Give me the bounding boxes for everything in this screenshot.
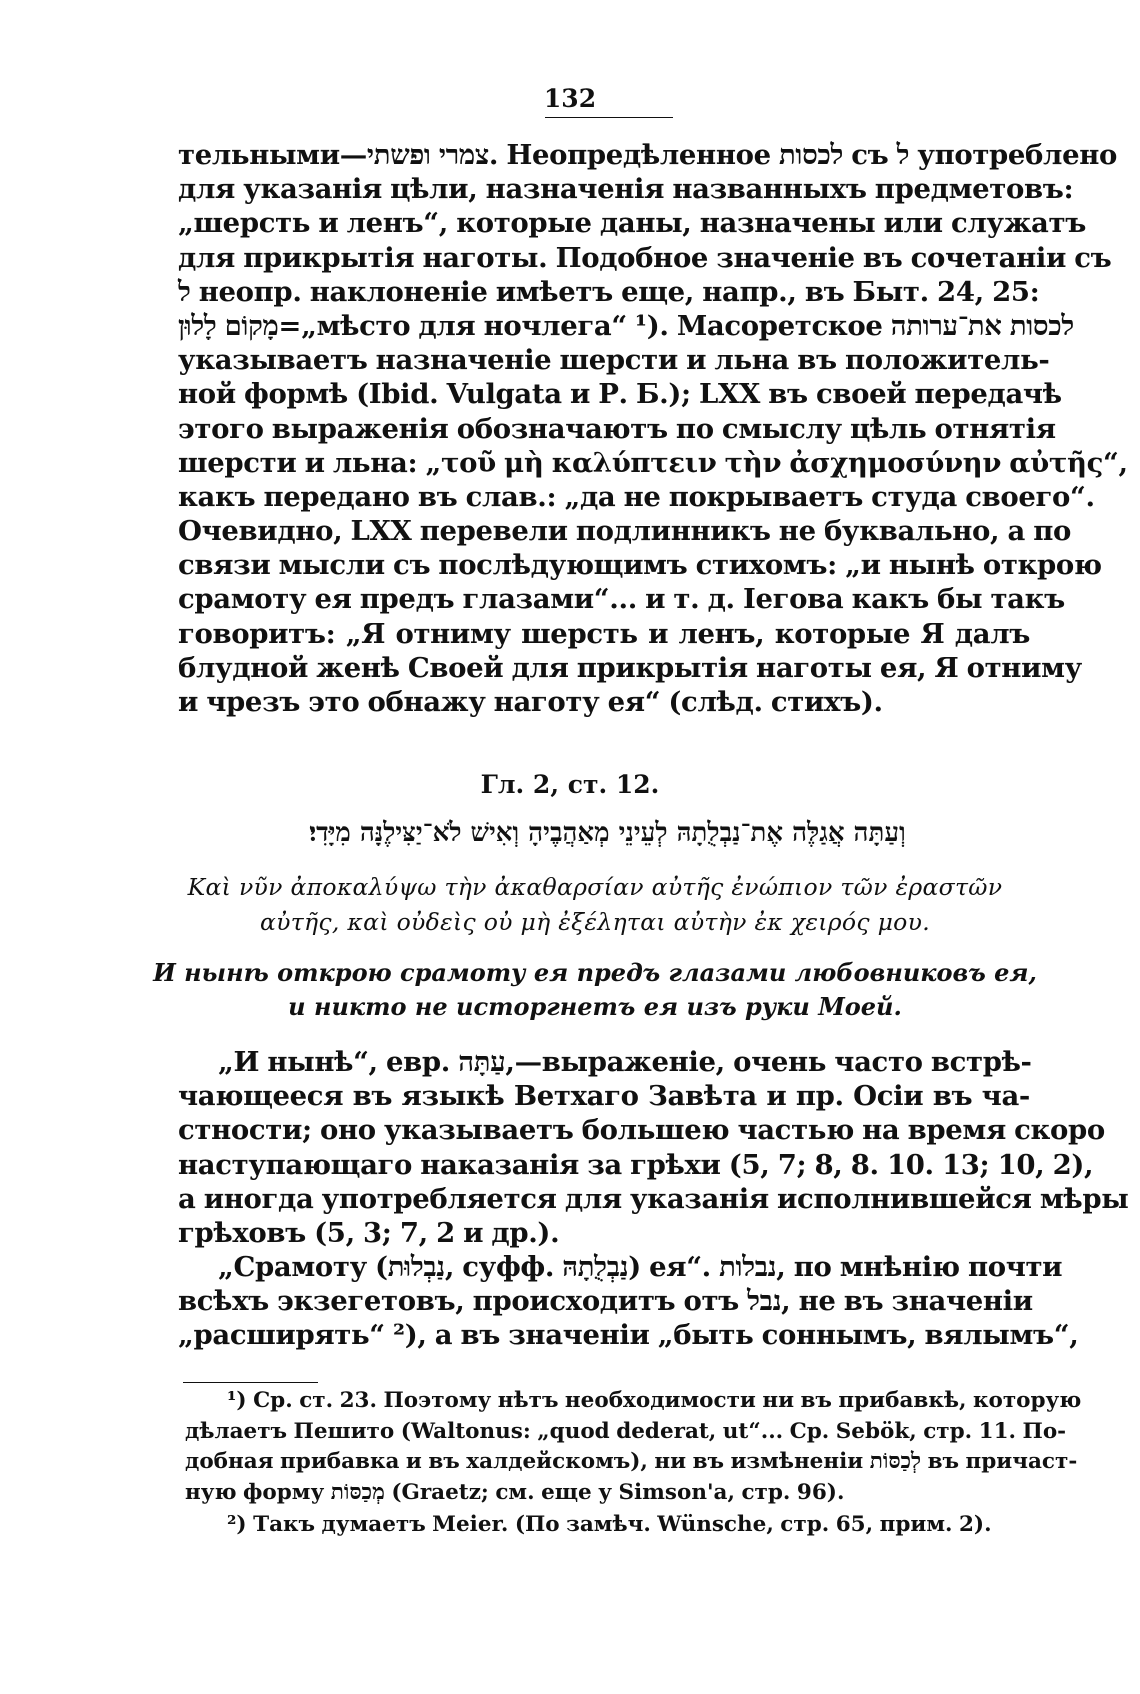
greek-verse-line: Καὶ νῦν ἀποκαλύψω τὴν ἀκαθαρσίαν αὐτῆς ἐνώπιον τῶν ἐραστῶν (187, 873, 1003, 901)
text-line: „Срамоту (נַבְלוּת, суфф. נַבְלֻתָהּ) ея“. נבלות, по мнѣнію почти (218, 1251, 1063, 1283)
footnote-line: ²) Такъ думаетъ Meier. (По замѣч. Wünsche, стр. 65, прим. 2). (227, 1512, 992, 1537)
slavonic-verse-line: И нынѣ открою срамоту ея предъ глазами любовниковъ ея, (153, 958, 1037, 987)
slavonic-verse-line: и никто не исторгнетъ ея изъ руки Моей. (288, 992, 902, 1021)
text-line: „шерсть и ленъ“, которые даны, назначены или служатъ (178, 207, 1086, 240)
footnote-1 (185, 1386, 1082, 1508)
paragraph-3 (178, 1250, 1079, 1353)
text-line: ל неопр. наклоненіе имѣетъ еще, напр., въ Быт. 24, 25: (178, 275, 1040, 308)
text-line: указываетъ назначеніе шерсти и льна въ положитель- (178, 344, 1050, 377)
text-line: стности; оно указываетъ большею частью на время скоро (178, 1114, 1105, 1147)
footnote-line: дѣлаетъ Пешито (Waltonus: „quod dederat, ut“... Ср. Sebök, стр. 11. По- (185, 1418, 1067, 1444)
text-line: для указанія цѣли, назначенія названныхъ предметовъ: (178, 173, 1074, 206)
footnote-rule (183, 1382, 318, 1383)
section-heading: Гл. 2, ст. 12. (480, 770, 660, 799)
greek-verse-line: αὐτῆς, καὶ οὐδεὶς οὐ μὴ ἐξέληται αὐτὴν ἐκ χειρός μου. (260, 908, 930, 936)
paragraph-2 (178, 1045, 1129, 1250)
footnote-line: ¹) Ср. ст. 23. Поэтому нѣтъ необходимости ни въ прибавкѣ, которую (227, 1388, 1082, 1413)
text-line: а иногда употребляется для указанія исполнившейся мѣры (178, 1182, 1129, 1215)
text-line: связи мысли съ послѣдующимъ стихомъ: „и нынѣ открою (178, 549, 1102, 582)
text-line: и чрезъ это обнажу наготу ея“ (слѣд. стихъ). (178, 686, 883, 718)
footnote-2 (185, 1510, 1040, 1541)
footnote-line: добная прибавка и въ халдейскомъ), ни въ измѣненіи לְכַסּוֹת въ причаст- (185, 1449, 1078, 1474)
text-line: для прикрытія наготы. Подобное значеніе въ сочетаніи съ (178, 241, 1112, 274)
text-line: говоритъ: „Я отниму шерсть и ленъ, которые Я далъ (178, 617, 1030, 650)
hebrew-verse: וְעַתָּה אֲגַלֶּה אֶת־נַבְלֻתָהּ לְעֵינֵי מְאַהֲבֶיהָ וְאִישׁ לֹא־יַצִּילֶנָּה מִיָּדִי׃ (309, 818, 906, 848)
text-line: срамоту ея предъ глазами“... и т. д. Іегова какъ бы такъ (178, 583, 1065, 616)
text-line: блудной женѣ Своей для прикрытія наготы ея, Я отниму (178, 651, 1082, 684)
text-line: „расширять“ ²), а въ значеніи „быть соннымъ, вялымъ“, (178, 1319, 1079, 1352)
text-line: этого выраженія обозначаютъ по смыслу цѣль отнятія (178, 412, 1056, 445)
text-line: ной формѣ (Ibid. Vulgata и Р. Б.); LXX въ своей передачѣ (178, 378, 1062, 411)
page-number-rule (545, 117, 673, 118)
page-number: 132 (543, 84, 597, 113)
text-line: грѣховъ (5, 3; 7, 2 и др.). (178, 1216, 560, 1249)
text-line: тельными—צמרי ופשתי. Неопредѣленное לכסות съ ל употреблено (178, 139, 1118, 171)
text-line: шерсти и льна: „τοῦ μὴ καλύπτειν τὴν ἀσχημοσύνην αὐτῆς“, (178, 446, 1128, 479)
footnote-line: ную форму מְכַסּוֹת (Graetz; см. еще у Simson'a, стр. 96). (185, 1479, 845, 1505)
text-line: всѣхъ экзегетовъ, происходитъ отъ נבל, не въ значеніи (178, 1285, 1033, 1318)
text-line: чающееся въ языкѣ Ветхаго Завѣта и пр. Осіи въ ча- (178, 1080, 1030, 1113)
text-line: Очевидно, LXX перевели подлинникъ не буквально, а по (178, 515, 1071, 548)
text-line: מָקוֹם לָלוּן=„мѣсто для ночлега“ ¹). Масоретское לכסות את־ערותה (178, 309, 1074, 342)
text-line: наступающаго наказанія за грѣхи (5, 7; 8, 8. 10. 13; 10, 2), (178, 1148, 1094, 1181)
text-line: какъ передано въ слав.: „да не покрываетъ студа своего“. (178, 480, 1095, 513)
paragraph-1 (178, 138, 1128, 719)
text-line: „И нынѣ“, евр. עַתָּה,—выраженіе, очень часто встрѣ- (218, 1046, 1032, 1078)
